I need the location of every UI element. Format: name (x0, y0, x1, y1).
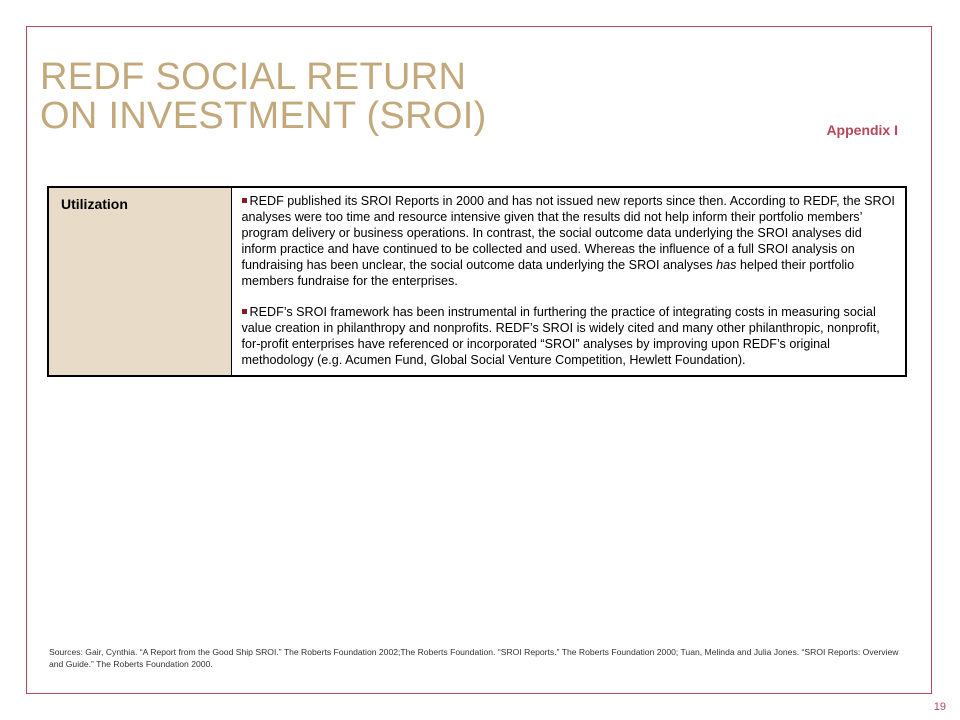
bullet-2-text: REDF’s SROI framework has been instrumental in furthering the practice of integrating costs in measuring social value creation in philanthropy and nonprofits. REDF’s SROI is widely cited and many other philanthropic, nonprofit, for-profit enterprises have referenced or incorporated “SROI” analyses by improving upon REDF’s original methodology (e.g. Acumen Fund, Global Social Venture Competition, Hewlett Foundation). (241, 305, 880, 367)
table-row (48, 187, 906, 376)
slide-title-line-1: REDF SOCIAL RETURN (40, 56, 467, 98)
utilization-table (47, 186, 907, 377)
square-bullet-icon (242, 309, 247, 314)
sources-footnote: Sources: Gair, Cynthia. “A Report from the Good Ship SROI.” The Roberts Foundation 2002;The Roberts Foundation. “SROI Reports.” The Roberts Foundation 2000; Tuan, Melinda and Julia Jones. “SROI Reports: Overview and Guide.” The Roberts Foundation 2000. (49, 647, 899, 669)
slide-title (40, 58, 487, 136)
row-content-cell (231, 187, 906, 376)
bullet-item-framework (242, 304, 900, 368)
slide-title-line-2: ON INVESTMENT (SROI) (40, 95, 487, 137)
bullet-1-emphasis: has (716, 258, 737, 272)
bullet-1-text-end: helped their portfolio members fundraise for the enterprises. (241, 258, 855, 288)
square-bullet-icon (242, 198, 247, 203)
bullet-1-text-start: REDF published its SROI Reports in 2000 and has not issued new reports since then. According to REDF, the SROI analyses were too time and resource intensive given that the results did not help inform their portfolio members’ program delivery or business operations. In contrast, the social outcome data underlying the SROI analyses did inform practice and have continued to be collected and used. Whereas the influence of a full SROI analysis on fundraising has been unclear, the social outcome data underlying the SROI analyses (241, 194, 895, 272)
appendix-label: Appendix I (826, 122, 898, 138)
row-label-cell: Utilization (48, 187, 231, 376)
bullet-item-reports (242, 193, 900, 289)
page-number: 19 (933, 701, 946, 713)
